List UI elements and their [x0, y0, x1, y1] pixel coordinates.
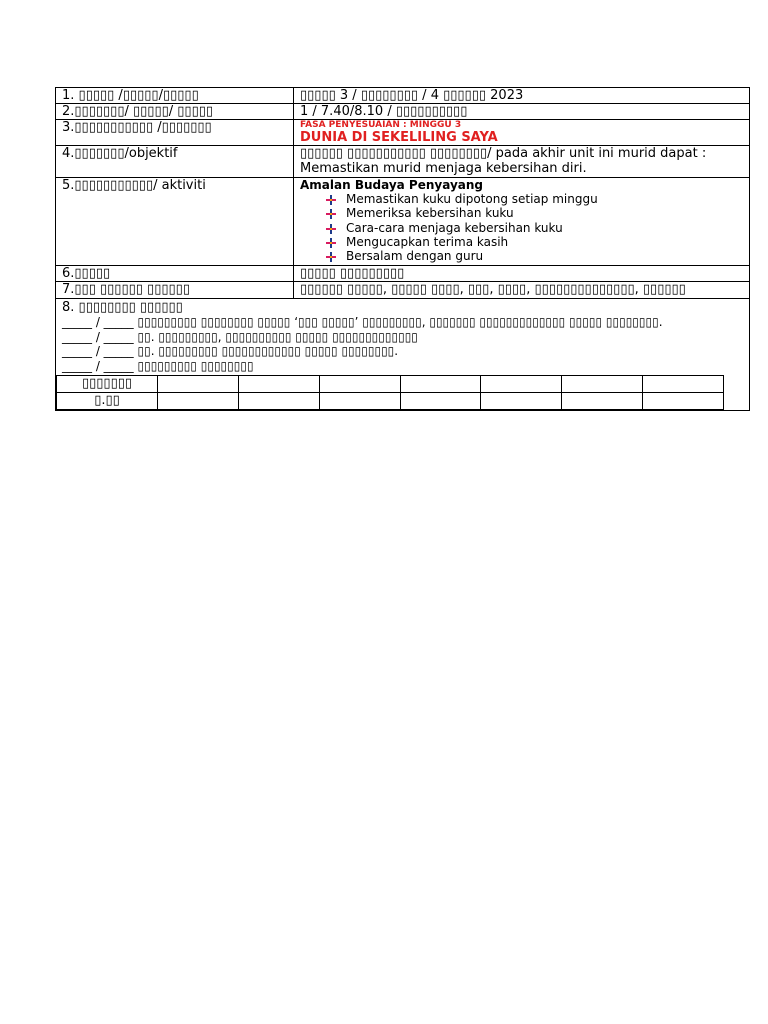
grid-cell[interactable]: [562, 376, 643, 393]
grid-cell[interactable]: [481, 376, 562, 393]
activity-item-text: Memastikan kuku dipotong setiap minggu: [346, 192, 598, 206]
row-objective: [56, 146, 750, 178]
list-item: [324, 249, 743, 263]
materials-label: 7.▯▯▯ ▯▯▯▯▯▯ ▯▯▯▯▯▯: [56, 282, 294, 299]
activity-item-text: Mengucapkan terima kasih: [346, 234, 509, 249]
plus-bullet-icon: [326, 223, 336, 233]
list-item: [324, 235, 743, 249]
class-value: 1 / 7.40/8.10 / ▯▯▯▯▯▯▯▯▯▯: [294, 104, 750, 120]
grid-cell[interactable]: [400, 393, 481, 410]
row-week-day-date: [56, 88, 750, 104]
reflection-title: 8. ▯▯▯▯▯▯▯▯ ▯▯▯▯▯▯: [62, 300, 183, 316]
grid-cell[interactable]: [238, 376, 319, 393]
grid-cell[interactable]: [481, 393, 562, 410]
grid-cell[interactable]: [643, 393, 724, 410]
row-theme: [56, 120, 750, 146]
week-label: 1. ▯▯▯▯▯ /▯▯▯▯▯/▯▯▯▯▯: [56, 88, 294, 104]
row-activity: [56, 178, 750, 266]
plus-bullet-icon: [326, 237, 336, 247]
subject-value: ▯▯▯▯▯ ▯▯▯▯▯▯▯▯▯: [294, 266, 750, 282]
grid-cell[interactable]: [319, 393, 400, 410]
row-reflection: [56, 299, 750, 411]
grid-cell[interactable]: [562, 393, 643, 410]
activity-cell: [294, 178, 750, 266]
plus-bullet-icon: [326, 251, 336, 261]
lesson-plan-table: [55, 87, 750, 411]
phase-text: FASA PENYESUAIAN : MINGGU 3: [300, 120, 462, 130]
grid-label: ▯.▯▯: [57, 393, 158, 410]
reflection-line: _____ / _____ ▯▯. ▯▯▯▯▯▯▯▯▯ ▯▯▯▯▯▯▯▯▯▯▯▯ ▯▯▯▯▯ ▯▯▯▯▯▯▯▯.: [62, 344, 399, 359]
theme-cell: [294, 120, 750, 146]
subject-label: 6.▯▯▯▯▯: [56, 266, 294, 282]
row-class-time: [56, 104, 750, 120]
grid-cell[interactable]: [319, 376, 400, 393]
week-value: ▯▯▯▯▯ 3 / ▯▯▯▯▯▯▯▯ / 4 ▯▯▯▯▯▯ 2023: [294, 88, 750, 104]
theme-text: DUNIA DI SEKELILING SAYA: [300, 130, 498, 145]
grid-cell[interactable]: [643, 376, 724, 393]
activity-item-text: Cara-cara menjaga kebersihan kuku: [346, 220, 563, 235]
reflection-line: _____ / _____ ▯▯. ▯▯▯▯▯▯▯▯▯, ▯▯▯▯▯▯▯▯▯▯ ▯▯▯▯▯ ▯▯▯▯▯▯▯▯▯▯▯▯▯: [62, 329, 418, 344]
objective-cell: [294, 146, 750, 178]
row-materials: [56, 282, 750, 299]
plus-bullet-icon: [326, 194, 336, 204]
grid-label: ▯▯▯▯▯▯▯: [57, 376, 158, 393]
list-item: [324, 192, 743, 206]
reflection-line: _____ / _____ ▯▯▯▯▯▯▯▯▯ ▯▯▯▯▯▯▯▯: [62, 358, 254, 373]
objective-intro: ▯▯▯▯▯▯ ▯▯▯▯▯▯▯▯▯▯▯ ▯▯▯▯▯▯▯▯/ pada akhir unit ini murid dapat :: [300, 146, 707, 161]
class-label: 2.▯▯▯▯▯▯▯/ ▯▯▯▯▯/ ▯▯▯▯▯: [56, 104, 294, 120]
activity-item-text: Bersalam dengan guru: [346, 249, 484, 264]
objective-text: Memastikan murid menjaga kebersihan diri.: [300, 161, 587, 176]
list-item: [324, 221, 743, 235]
activity-item-text: Memeriksa kebersihan kuku: [346, 206, 514, 221]
activity-label: 5.▯▯▯▯▯▯▯▯▯▯▯/ aktiviti: [56, 178, 294, 266]
table-row: [57, 393, 724, 410]
grid-cell[interactable]: [400, 376, 481, 393]
table-row: [57, 376, 724, 393]
objective-label: 4.▯▯▯▯▯▯▯/objektif: [56, 146, 294, 178]
activity-list: [300, 192, 743, 263]
theme-label: 3.▯▯▯▯▯▯▯▯▯▯▯ /▯▯▯▯▯▯▯: [56, 120, 294, 146]
grid-cell[interactable]: [158, 393, 239, 410]
plus-bullet-icon: [326, 208, 336, 218]
grid-cell[interactable]: [158, 376, 239, 393]
grid-cell[interactable]: [238, 393, 319, 410]
reflection-cell: [56, 299, 750, 411]
attendance-grid: [56, 375, 724, 410]
activity-heading: Amalan Budaya Penyayang: [300, 178, 484, 192]
row-subject: [56, 266, 750, 282]
reflection-line: _____ / _____ ▯▯▯▯▯▯▯▯▯ ▯▯▯▯▯▯▯▯ ▯▯▯▯▯ ‘▯▯▯ ▯▯▯▯▯’ ▯▯▯▯▯▯▯▯▯, ▯▯▯▯▯▯▯ ▯▯▯▯▯▯▯▯▯▯▯▯▯ ▯▯▯▯▯ ▯▯▯▯▯▯▯▯.: [62, 315, 663, 330]
list-item: [324, 206, 743, 220]
materials-value: ▯▯▯▯▯▯ ▯▯▯▯▯, ▯▯▯▯▯ ▯▯▯▯, ▯▯▯, ▯▯▯▯, ▯▯▯▯▯▯▯▯▯▯▯▯▯▯, ▯▯▯▯▯▯: [294, 282, 750, 299]
